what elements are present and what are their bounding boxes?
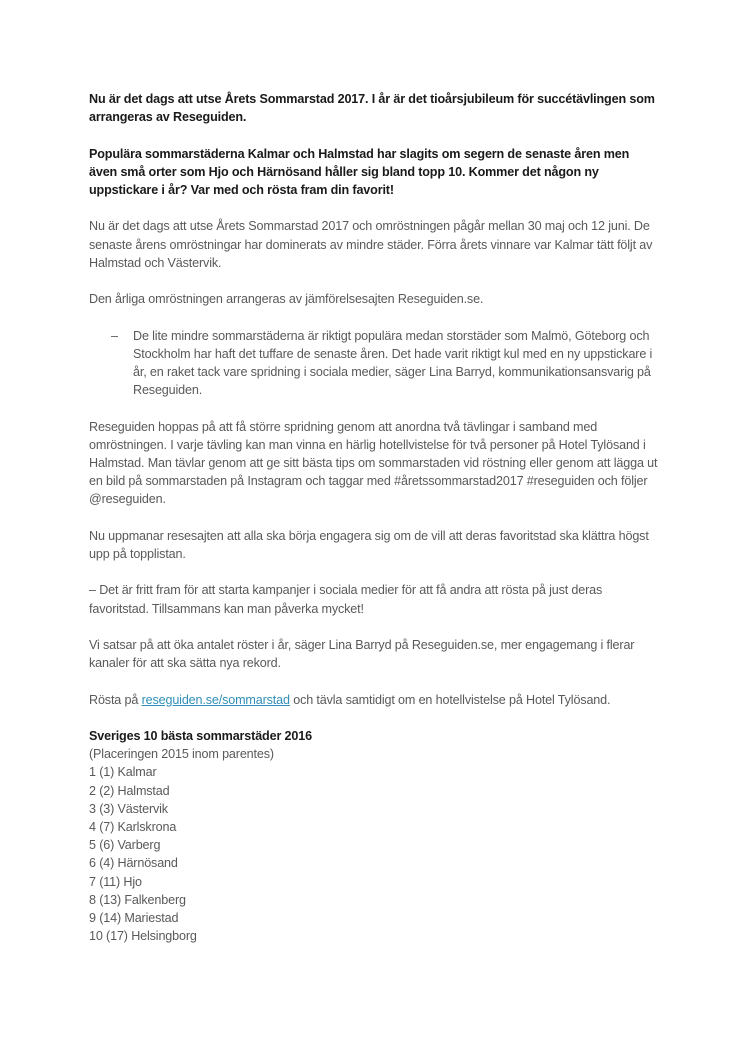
body-paragraph-6: Vi satsar på att öka antalet röster i år, säger Lina Barryd på Reseguiden.se, mer engagemang i flerar kanaler för att ska sätta nya rekord.: [89, 637, 635, 671]
body-paragraph-5: – Det är fritt fram för att starta kampanjer i sociala medier för att få andra att rösta på just deras favoritstad. Tillsammans kan man påverka mycket!: [89, 583, 603, 616]
ranking-title: Sveriges 10 bästa sommarstäder 2016: [89, 728, 312, 743]
body-paragraph-1: Nu är det dags att utse Årets Sommarstad 2017 och omröstningen pågår mellan 30 maj och 12 juni. De senaste årens omröstningar har dominerats av mindre städer. Förra årets vinnare var Kalmar tätt följt av Halmstad och Västervik.: [89, 219, 653, 270]
ranking-item: 7 (11) Hjo: [89, 874, 142, 889]
dash-bullet-icon: –: [111, 328, 118, 343]
vote-text-after: och tävla samtidigt om en hotellvistelse på Hotel Tylösand.: [289, 692, 611, 707]
lead-paragraph: Nu är det dags att utse Årets Sommarstad 2017. I år är det tioårsjubileum för succétävlingen som arrangeras av Reseguiden.: [89, 92, 655, 125]
body-paragraph-2: Den årliga omröstningen arrangeras av jämförelsesajten Reseguiden.se.: [89, 292, 484, 307]
ranking-item: 1 (1) Kalmar: [89, 765, 157, 780]
body-paragraph-4: Nu uppmanar resesajten att alla ska börja engagera sig om de vill att deras favoritstad ska klättra högst upp på topplistan.: [89, 528, 649, 561]
ranking-item: 4 (7) Karlskrona: [89, 819, 177, 834]
ranking-item: 10 (17) Helsingborg: [89, 929, 197, 944]
ranking-item: 9 (14) Mariestad: [89, 910, 179, 925]
document-page: [89, 90, 659, 945]
quote-text: De lite mindre sommarstäderna är riktigt populära medan storstäder som Malmö, Göteborg och Stockholm har haft det tuffare de senaste åren. Det hade varit riktigt kul med en ny uppstickare i år, en raket tack vare spridning i sociala medier, säger Lina Barryd, kommunikationsansvarig på Reseguiden.: [133, 328, 653, 398]
ranking-item: 8 (13) Falkenberg: [89, 892, 186, 907]
ranking-item: 2 (2) Halmstad: [89, 783, 170, 798]
ranking-subtitle: (Placeringen 2015 inom parentes): [89, 747, 274, 762]
ranking-item: 3 (3) Västervik: [89, 801, 168, 816]
body-paragraph-3: Reseguiden hoppas på att få större spridning genom att anordna två tävlingar i samband med omröstningen. I varje tävling kan man vinna en härlig hotellvistelse för två personer på Hotel Tylösand i Halmstad. Man tävlar genom att ge sitt bästa tips om sommarstaden vid röstning eller genom att lägga ut en bild på sommarstaden på Instagram och taggar med #åretssommarstad2017 #reseguiden och följer @reseguiden.: [89, 419, 658, 507]
ranking-list: [89, 727, 659, 945]
vote-text-before: Rösta på: [89, 692, 142, 707]
body-paragraph-7: [89, 691, 659, 709]
ranking-item: 6 (4) Härnösand: [89, 856, 178, 871]
ranking-item: 5 (6) Varberg: [89, 838, 161, 853]
quote-block: [89, 327, 659, 400]
vote-link[interactable]: reseguiden.se/sommarstad: [141, 692, 290, 707]
sublead-paragraph: Populära sommarstäderna Kalmar och Halmstad har slagits om segern de senaste åren men även små orter som Hjo och Härnösand håller sig bland topp 10. Kommer det någon ny uppstickare i år? Var med och rösta fram din favorit!: [89, 146, 630, 197]
